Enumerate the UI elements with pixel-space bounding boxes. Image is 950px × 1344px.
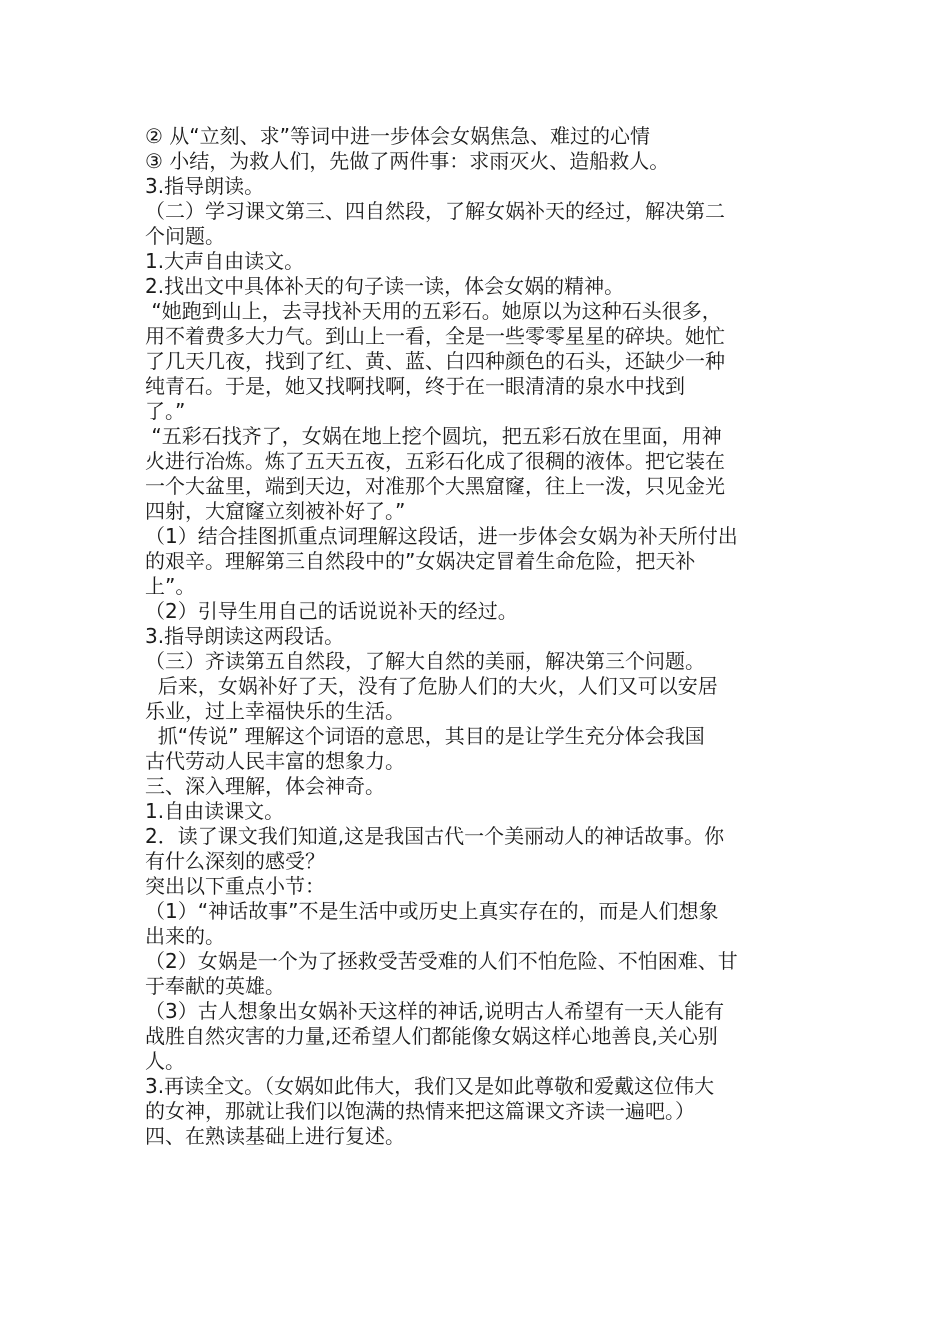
text-line: 突出以下重点小节： bbox=[145, 874, 325, 898]
text-line: 后来，女娲补好了天，没有了危胁人们的大火，人们又可以安居 bbox=[145, 674, 718, 698]
text-line: 1.大声自由读文。 bbox=[145, 249, 305, 273]
text-line: 上”。 bbox=[145, 574, 196, 598]
text-line: ② 从“立刻、求”等词中进一步体会女娲焦急、难过的心情 bbox=[145, 124, 651, 148]
text-line: 3.指导朗读。 bbox=[145, 174, 265, 198]
text-line: 三、深入理解，体会神奇。 bbox=[145, 774, 385, 798]
text-line: 四射，大窟窿立刻被补好了。” bbox=[145, 499, 406, 523]
text-line: （三）齐读第五自然段，了解大自然的美丽，解决第三个问题。 bbox=[145, 649, 705, 673]
text-line: 有什么深刻的感受？ bbox=[145, 849, 325, 873]
text-line: 火进行冶炼。炼了五天五夜，五彩石化成了很稠的液体。把它装在 bbox=[145, 449, 725, 473]
text-line: 2．读了课文我们知道,这是我国古代一个美丽动人的神话故事。你 bbox=[145, 824, 725, 848]
text-line: “她跑到山上，去寻找补天用的五彩石。她原以为这种石头很多， bbox=[145, 299, 722, 323]
text-line: 用不着费多大力气。到山上一看，全是一些零零星星的碎块。她忙 bbox=[145, 324, 725, 348]
document-page bbox=[145, 124, 810, 1149]
text-line: ③ 小结，为救人们，先做了两件事：求雨灭火、造船救人。 bbox=[145, 149, 670, 173]
text-line: 乐业，过上幸福快乐的生活。 bbox=[145, 699, 405, 723]
text-line: （2）引导生用自己的话说说补天的经过。 bbox=[145, 599, 518, 623]
text-line: 战胜自然灾害的力量,还希望人们都能像女娲这样心地善良,关心别 bbox=[145, 1024, 718, 1048]
text-line: 于奉献的英雄。 bbox=[145, 974, 285, 998]
text-line: 了。” bbox=[145, 399, 186, 423]
text-line: （二）学习课文第三、四自然段，了解女娲补天的经过，解决第二 bbox=[145, 199, 725, 223]
text-line: 古代劳动人民丰富的想象力。 bbox=[145, 749, 405, 773]
text-line: 一个大盆里，端到天边，对准那个大黑窟窿，往上一泼，只见金光 bbox=[145, 474, 725, 498]
text-line: 的女神，那就让我们以饱满的热情来把这篇课文齐读一遍吧。） bbox=[145, 1099, 695, 1123]
text-line: 出来的。 bbox=[145, 924, 225, 948]
text-line: 抓“传说” 理解这个词语的意思，其目的是让学生充分体会我国 bbox=[145, 724, 705, 748]
text-line: 2.找出文中具体补天的句子读一读，体会女娲的精神。 bbox=[145, 274, 625, 298]
text-line: “五彩石找齐了，女娲在地上挖个圆坑，把五彩石放在里面，用神 bbox=[145, 424, 722, 448]
text-line: （1）结合挂图抓重点词理解这段话，进一步体会女娲为补天所付出 bbox=[145, 524, 738, 548]
text-line: 的艰辛。理解第三自然段中的”女娲决定冒着生命危险，把天补 bbox=[145, 549, 696, 573]
text-line: （3）古人想象出女娲补天这样的神话,说明古人希望有一天人能有 bbox=[145, 999, 725, 1023]
text-line: 人。 bbox=[145, 1049, 185, 1073]
text-line: 四、在熟读基础上进行复述。 bbox=[145, 1124, 405, 1148]
text-line: 了几天几夜，找到了红、黄、蓝、白四种颜色的石头，还缺少一种 bbox=[145, 349, 725, 373]
text-line: 个问题。 bbox=[145, 224, 225, 248]
text-line: 1.自由读课文。 bbox=[145, 799, 285, 823]
text-line: 3.指导朗读这两段话。 bbox=[145, 624, 345, 648]
text-line: 3.再读全文。（女娲如此伟大，我们又是如此尊敬和爱戴这位伟大 bbox=[145, 1074, 715, 1098]
text-line: （1）“神话故事”不是生活中或历史上真实存在的，而是人们想象 bbox=[145, 899, 719, 923]
text-line: 纯青石。于是，她又找啊找啊，终于在一眼清清的泉水中找到 bbox=[145, 374, 685, 398]
text-line: （2）女娲是一个为了拯救受苦受难的人们不怕危险、不怕困难、甘 bbox=[145, 949, 738, 973]
